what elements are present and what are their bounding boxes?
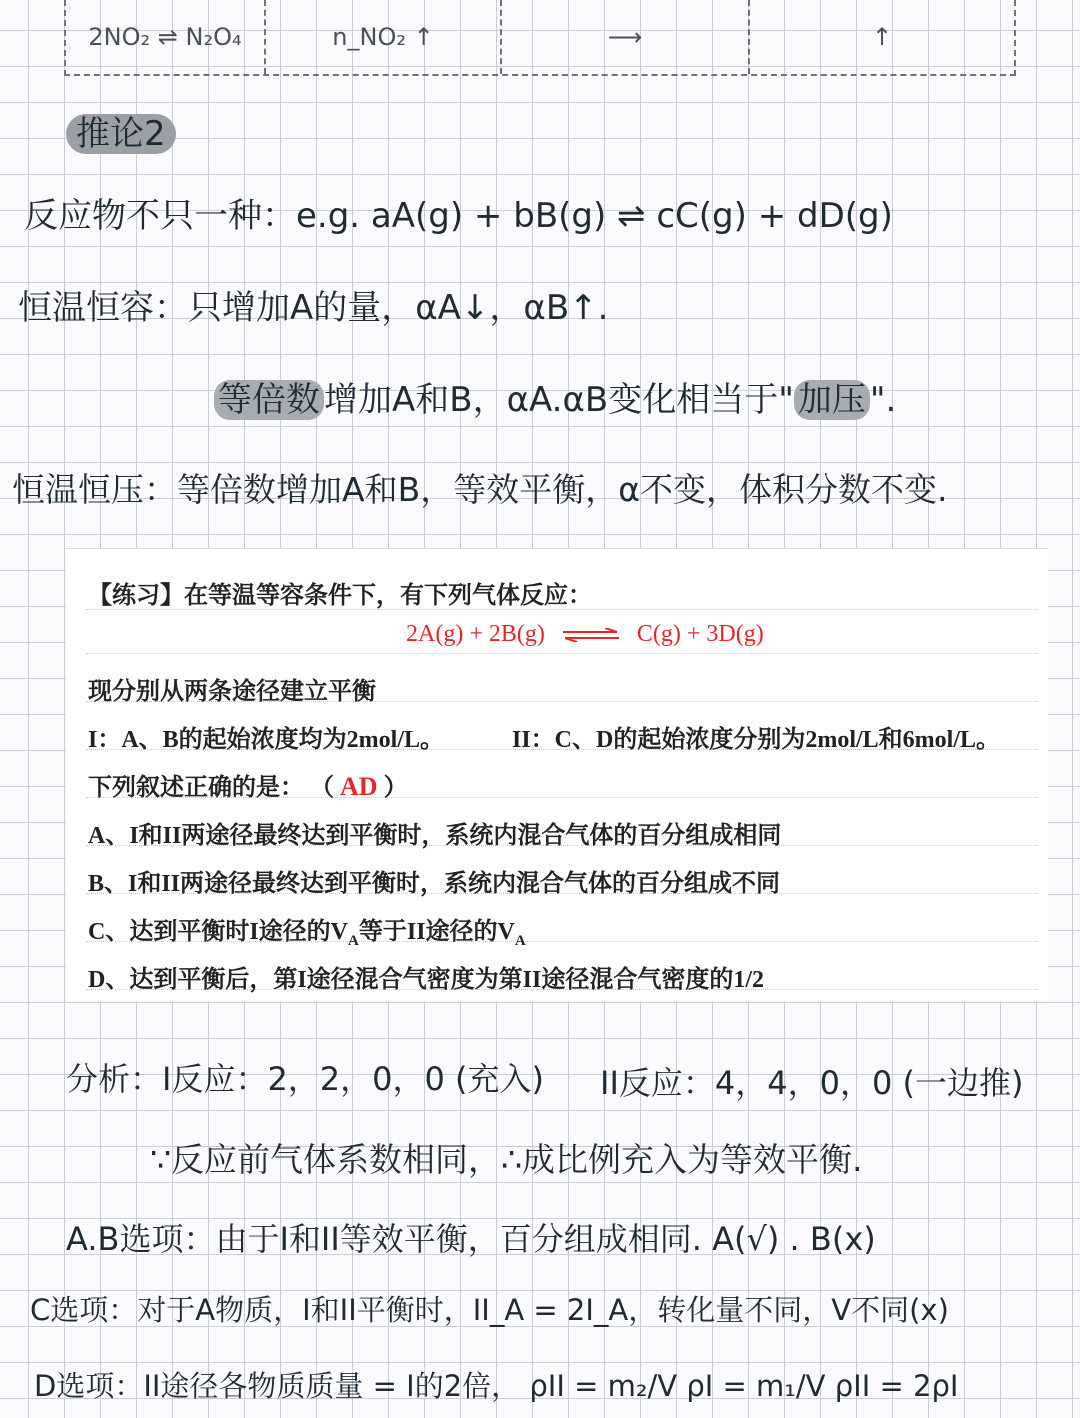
option-c-subscript-2: A — [514, 932, 526, 949]
highlight-pressurize: 加压 — [794, 380, 870, 420]
question-prefix: 下列叙述正确的是： （ — [88, 775, 334, 801]
question-suffix: ） — [383, 775, 408, 801]
table-cell-shift: ⟶ — [502, 0, 750, 74]
table-cell-quantity: n_NO₂ ↑ — [266, 0, 502, 74]
inference-line-1: 反应物不只一种：e.g. aA(g) + bB(g) ⇌ cC(g) + dD(g) — [24, 196, 893, 236]
top-table-row — [64, 0, 1016, 76]
equation-left: 2A(g) + 2B(g) — [406, 621, 545, 647]
table-cell-result: ↑ — [871, 23, 893, 51]
inference-line-2: 恒温恒容：只增加A的量，αA↓，αB↑. — [18, 288, 609, 328]
analysis-line-5: D选项：II途径各物质质量 = I的2倍， ρII = m₂/V ρI = m₁/V ρII = 2ρI — [34, 1369, 959, 1403]
inference-line-3-end: ". — [869, 380, 897, 420]
analysis-line-1b: II反应：4，4，0，0 (一边推) — [600, 1064, 1024, 1102]
practice-equation — [406, 621, 764, 648]
heading-highlight: 推论2 — [66, 114, 176, 154]
option-d: D、达到平衡后，第I途径混合气密度为第II途径混合气密度的1/2 — [88, 967, 765, 993]
equation-right: C(g) + 3D(g) — [636, 621, 764, 647]
option-c — [88, 911, 526, 950]
analysis-line-4: C选项：对于A物质，I和II平衡时，II_A = 2I_A，转化量不同，V不同(x) — [30, 1293, 949, 1327]
option-c-prefix: C、达到平衡时I途径的V — [88, 919, 349, 945]
practice-path-1: I：A、B的起始浓度均为2mol/L。 — [88, 727, 445, 753]
inference-line-3-text: 增加A和B，αA.αB变化相当于" — [324, 380, 794, 420]
equilibrium-arrow-icon — [561, 628, 621, 642]
option-c-mid: 等于II途径的V — [358, 919, 515, 945]
inference-line-4: 恒温恒压：等倍数增加A和B，等效平衡，α不变，体积分数不变. — [12, 470, 948, 509]
practice-title: 【练习】在等温等容条件下，有下列气体反应： — [88, 583, 592, 609]
option-c-subscript: A — [348, 932, 359, 949]
inference-line-3 — [214, 372, 896, 421]
answer-text: AD — [340, 772, 378, 801]
practice-box — [66, 548, 1048, 1001]
practice-question — [88, 767, 408, 802]
analysis-line-1a: 分析：I反应：2，2，0，0 (充入) — [66, 1060, 545, 1098]
analysis-line-3: A.B选项：由于I和II等效平衡，百分组成相同. A(√) . B(x) — [66, 1220, 876, 1258]
practice-path-2: II：C、D的起始浓度分别为2mol/L和6mol/L。 — [512, 727, 1001, 753]
table-cell-reaction: 2NO₂ ⇌ N₂O₄ — [66, 0, 266, 74]
option-a: A、I和II两途径最终达到平衡时，系统内混合气体的百分组成相同 — [88, 823, 782, 849]
analysis-line-2: ∵反应前气体系数相同，∴成比例充入为等效平衡. — [150, 1140, 863, 1179]
practice-intro: 现分别从两条途径建立平衡 — [88, 679, 376, 705]
option-b: B、I和II两途径最终达到平衡时，系统内混合气体的百分组成不同 — [88, 871, 781, 897]
highlight-same-multiple: 等倍数 — [214, 380, 324, 420]
inference-heading — [66, 106, 176, 155]
